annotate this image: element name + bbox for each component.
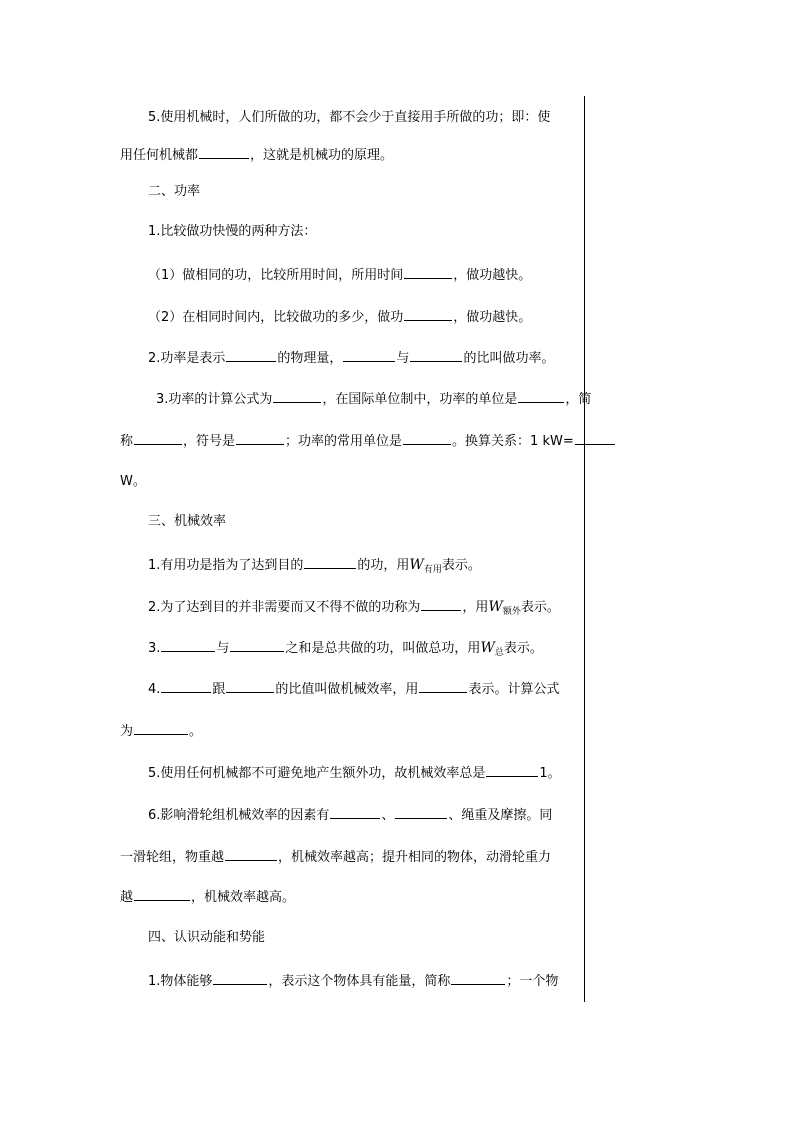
text-line: 6.影响滑轮组机械效率的因素有 、 、绳重及摩擦。同	[148, 804, 552, 826]
blank	[236, 430, 284, 445]
blank	[451, 970, 505, 985]
blank	[410, 347, 462, 362]
text-line: 1.比较做功快慢的两种方法：	[148, 224, 317, 239]
text-line: 2.为了达到目的并非需要而又不得不做的功称为 ，用$W_{额外}$表示。	[148, 596, 560, 622]
text-line: 3.功率的计算公式为 ，在国际单位制中，功率的单位是 ，简	[156, 388, 591, 410]
blank	[419, 678, 467, 693]
blank	[230, 637, 284, 652]
blank	[486, 762, 538, 777]
blank	[161, 678, 211, 693]
section-heading: 二、功率	[148, 184, 201, 199]
text-line: 1.物体能够 ，表示这个物体具有能量，简称 ；一个物	[148, 970, 558, 992]
blank	[404, 264, 452, 279]
blank	[134, 430, 182, 445]
text-line: （2）在相同时间内，比较做功的多少，做功 ，做功越快。	[148, 306, 531, 328]
blank	[395, 804, 447, 819]
blank	[421, 596, 461, 611]
text-line: 用任何机械都 ，这就是机械功的原理。	[120, 144, 393, 166]
blank	[343, 347, 395, 362]
blank	[213, 970, 267, 985]
blank	[518, 388, 564, 403]
blank	[304, 554, 356, 569]
margin-rule	[584, 96, 585, 1002]
text-line: 4. 跟 的比值叫做机械效率，用 表示。计算公式	[148, 678, 559, 700]
text-line: 称 ，符号是 ；功率的常用单位是 。换算关系：1 kW=	[120, 430, 616, 452]
text-line: 3. 与 之和是总共做的功，叫做总功，用$W_总$表示。	[148, 637, 543, 663]
text-line: 2.功率是表示 的物理量， 与 的比叫做功率。	[148, 347, 554, 369]
text-line: 1.有用功是指为了达到目的 的功，用$W_{有用}$表示。	[148, 554, 481, 580]
blank	[134, 720, 188, 735]
blank	[225, 846, 277, 861]
blank	[161, 637, 215, 652]
blank	[199, 144, 249, 159]
text-line: 一滑轮组，物重越 ，机械效率越高；提升相同的物体，动滑轮重力	[120, 846, 551, 868]
blank	[404, 306, 452, 321]
text-line: 5.使用任何机械都不可避免地产生额外功，故机械效率总是 1。	[148, 762, 561, 784]
text-line: 越 ，机械效率越高。	[120, 886, 295, 908]
blank	[226, 678, 274, 693]
text-line: 5.使用机械时，人们所做的功，都不会少于直接用手所做的功；即：使	[148, 110, 551, 125]
blank	[575, 430, 615, 445]
text-line: 为 。	[120, 720, 202, 742]
section-heading: 四、认识动能和势能	[148, 930, 266, 945]
blank	[134, 886, 190, 901]
text-line: W。	[120, 474, 146, 489]
text-line: （1）做相同的功，比较所用时间，所用时间 ，做功越快。	[148, 264, 531, 286]
blank	[330, 804, 380, 819]
blank	[403, 430, 451, 445]
blank	[273, 388, 321, 403]
section-heading: 三、机械效率	[148, 514, 227, 529]
blank	[226, 347, 276, 362]
